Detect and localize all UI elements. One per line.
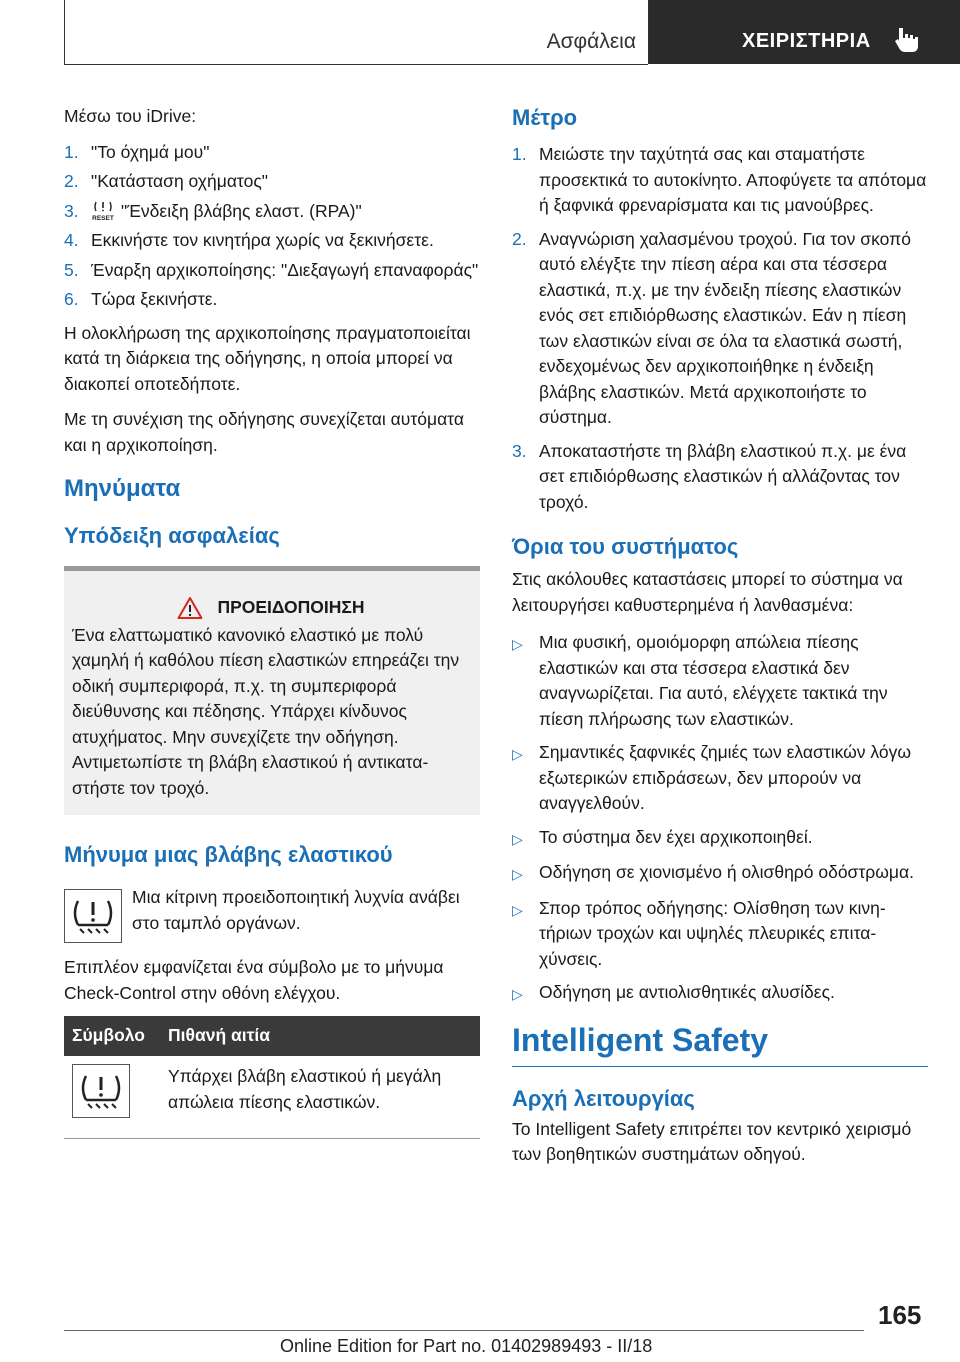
footer-edition: Online Edition for Part no. 01402989493 - II/18 <box>280 1336 653 1356</box>
measure-list <box>512 142 928 515</box>
pointing-hand-icon <box>893 26 923 54</box>
step-number: 2. <box>512 228 527 249</box>
heading-principle: Αρχή λειτουργίας <box>512 1085 695 1111</box>
step-text: Έναρξη αρχικοποίησης: "Διεξαγωγή επαναφοράς" <box>91 259 479 280</box>
list-item <box>64 228 480 254</box>
limit-text: Μια φυσική, ομοιόμορφη απώλεια πίεσης ελαστικών και στα τέσσερα ελαστικά δεν αναγνωρίζεται. Για αυτό, ελέγχετε τακτικά την πίεση πλήρωσης των ελαστικών. <box>539 632 888 729</box>
step-text: Αναγνώριση χαλασμένου τροχού. Για τον σκοπό αυτό ελέγξτε την πίεση αέρα και στα τέσσερα ελαστικά, π.χ. με την ένδειξη πίεσης ελαστικών ενός σετ επιδιόρθωσης ελαστικών. Εάν η πίεση των ελαστικών είναι σε όλα τα ελαστικά σωστή, ενδεχομένως δεν αρχικοποιήθηκε η ένδειξη βλάβης ελαστικών. Μετά αρχικοποιήστε το σύστημα. <box>539 228 911 427</box>
step-text: "Το όχημά μου" <box>91 141 210 162</box>
list-item <box>64 287 480 313</box>
limit-text: Οδήγηση με αντιολισθητικές αλυσίδες. <box>539 982 835 1002</box>
list-item <box>64 169 480 195</box>
heading-safety-note: Υπόδειξη ασφαλείας <box>64 523 280 548</box>
step-number: 3. <box>512 440 527 461</box>
left-column <box>64 104 480 1139</box>
list-item <box>64 140 480 166</box>
list-item <box>64 258 480 284</box>
limit-text: Οδήγηση σε χιονισμένο ή ολισθηρό οδόστρωμα. <box>539 862 914 882</box>
list-item <box>512 896 928 973</box>
bullet-arrow-icon: ▷ <box>512 830 523 847</box>
list-item <box>512 740 928 817</box>
step-number: 3. <box>64 200 79 221</box>
limits-list <box>512 630 928 1008</box>
init-steps-list <box>64 140 480 313</box>
page-number: 165 <box>878 1300 922 1330</box>
tire-reset-icon <box>91 200 115 222</box>
symbol-table <box>64 1016 480 1139</box>
bullet-arrow-icon: ▷ <box>512 866 523 882</box>
check-control-text: Επιπλέον εμφανίζεται ένα σύμβολο με το μήνυμα Check-Control στην οθόνη ελέγχου. <box>64 957 444 1003</box>
table-cell-cause: Υπάρχει βλάβη ελαστικού ή μεγάλη απώλεια πίεσης ελαστικών. <box>160 1056 480 1138</box>
tire-pressure-warning-icon <box>64 889 122 943</box>
step-number: 2. <box>64 171 79 191</box>
heading-messages: Μηνύματα <box>64 475 181 502</box>
limit-text: Σημαντικές ξαφνικές ζημιές των ελαστικών λόγω εξωτερικών επιδράσεων, δεν μπορούν να αναγγελθούν. <box>539 742 912 813</box>
principle-text: Το Intelligent Safety επιτρέπει τον κεντρικό χειρισμό των βοηθητικών συστημάτων οδηγού. <box>512 1118 912 1164</box>
list-item <box>512 630 928 732</box>
step-text: "Ένδειξη βλάβης ελαστ. (RPA)" <box>121 200 362 221</box>
svg-text:RESET: RESET <box>92 214 114 222</box>
step-number: 5. <box>64 259 79 280</box>
step-text: Εκκινήστε τον κινητήρα χωρίς να ξεκινήσετε. <box>91 230 434 250</box>
warning-triangle-icon <box>177 596 203 620</box>
header-divider-left <box>64 0 65 64</box>
warning-text: Ένα ελαττωματικό κανονικό ελαστικό με πολύ χαμηλή ή καθόλου πίεση ελαστικών επηρεάζει την οδική συμπεριφορά, π.χ. τη συμπεριφορά διεύθυνσης και πέδησης. Υπάρχει κίνδυνος ατυχήματος. Μην συνεχίζετε την οδήγηση. Αντιμετωπίστε τη βλάβη ελαστικού ή αντικαταστήστε τον τροχό. <box>72 624 460 798</box>
limit-text: Σπορ τρόπος οδήγησης: Ολίσθηση των κινητήριων τροχών και υψηλές πλευρικές επιταχύνσεις. <box>539 897 886 969</box>
heading-intelligent-safety: Intelligent Safety <box>512 1020 928 1067</box>
footer-rule <box>64 1330 864 1331</box>
step-text: Τώρα ξεκινήστε. <box>91 289 218 309</box>
step-number: 4. <box>64 230 79 250</box>
right-column <box>512 104 928 1178</box>
table-header-symbol: Σύμβολο <box>64 1016 160 1056</box>
tire-pressure-warning-icon <box>72 1064 130 1118</box>
step-number: 1. <box>512 144 527 164</box>
init-completion-text: Η ολοκλήρωση της αρχικοποίησης πραγματοποιείται κατά τη διάρκεια της οδήγησης, η οποία μπορεί να διακοπεί οποτεδήποτε. <box>64 322 471 394</box>
bullet-arrow-icon: ▷ <box>512 986 523 1002</box>
step-text: Μειώστε την ταχύτητά σας και σταματήστε προσεκτικά το αυτοκίνητο. Αποφύγετε τα απότομα ή ξαφνικά φρεναρίσματα και τις μανούβρες. <box>539 144 927 215</box>
limits-intro: Στις ακόλουθες καταστάσεις μπορεί το σύστημα να λειτουργήσει καθυστερημένα ή λανθασμένα: <box>512 569 903 615</box>
table-header-cause: Πιθανή αιτία <box>160 1016 480 1056</box>
warning-box <box>64 566 480 815</box>
step-number: 1. <box>64 141 79 162</box>
list-item <box>512 980 928 1008</box>
step-text: "Κατάσταση οχήματος" <box>91 171 268 191</box>
bullet-arrow-icon: ▷ <box>512 746 523 762</box>
header-chapter-title: ΧΕΙΡΙΣΤΗΡΙΑ <box>742 30 871 52</box>
list-item <box>64 199 480 225</box>
bullet-arrow-icon: ▷ <box>512 901 523 918</box>
table-row <box>64 1056 480 1138</box>
bullet-arrow-icon: ▷ <box>512 636 523 652</box>
heading-measure: Μέτρο <box>512 105 578 130</box>
header-section-title: Ασφάλεια <box>546 30 636 53</box>
step-text: Αποκαταστήστε τη βλάβη ελαστικού π.χ. με ένα σετ επιδιόρθωσης ελαστικών ή αλλάζοντας τον τροχό. <box>539 440 907 512</box>
header-bottom-rule <box>64 64 648 65</box>
list-item <box>512 227 928 431</box>
lamp-text: Μια κίτρινη προειδοποιητική λυχνία ανάβει στο ταμπλό οργάνων. <box>132 887 460 933</box>
list-item <box>512 825 928 853</box>
limit-text: Το σύστημα δεν έχει αρχικοποιηθεί. <box>539 826 813 847</box>
idrive-intro: Μέσω του iDrive: <box>64 106 197 126</box>
table-header-row <box>64 1016 480 1056</box>
heading-system-limits: Όρια του συστήματος <box>512 534 739 559</box>
list-item <box>512 142 928 219</box>
step-number: 6. <box>64 289 79 309</box>
tire-lamp-row <box>64 885 480 943</box>
init-continue-text: Με τη συνέχιση της οδήγησης συνεχίζεται αυτόματα και η αρχικοποίηση. <box>64 409 464 455</box>
list-item <box>512 439 928 516</box>
warning-title: ΠΡΟΕΙΔΟΠΟΙΗΣΗ <box>217 597 365 617</box>
heading-tire-message: Μήνυμα μιας βλάβης ελαστικού <box>64 842 393 867</box>
list-item <box>512 860 928 888</box>
